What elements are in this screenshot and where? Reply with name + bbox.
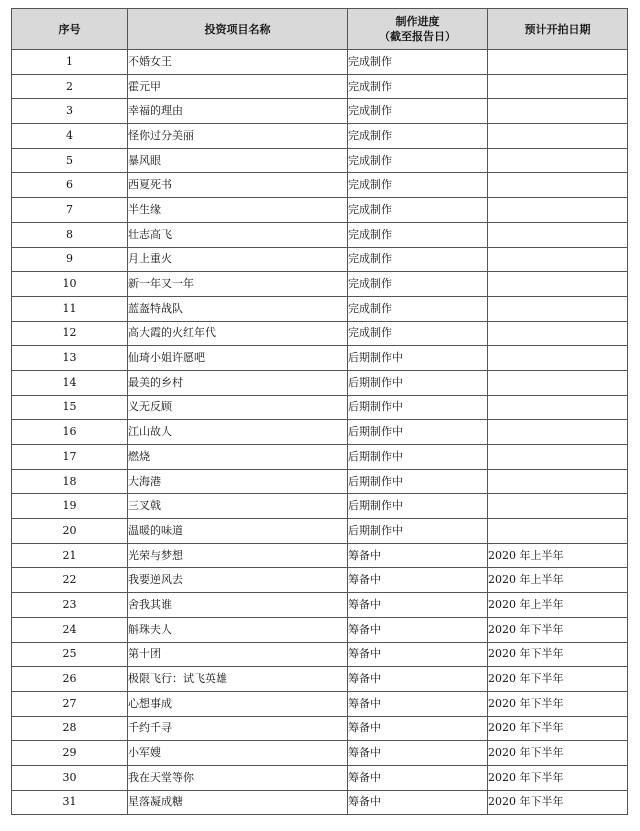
row-progress-status: 完成制作 [348,272,488,297]
table-row [12,691,628,716]
table-row [12,370,628,395]
table-row [12,593,628,618]
row-serial-number: 18 [12,469,128,494]
table-row [12,568,628,593]
table-row [12,247,628,272]
row-progress-status: 完成制作 [348,124,488,149]
row-serial-number: 12 [12,321,128,346]
row-planned-date [488,321,628,346]
row-serial-number: 30 [12,765,128,790]
row-planned-date: 2020 年下半年 [488,716,628,741]
row-serial-number: 16 [12,420,128,445]
row-project-name: 新一年又一年 [128,272,348,297]
row-planned-date [488,247,628,272]
row-planned-date [488,148,628,173]
table-row [12,790,628,815]
row-serial-number: 6 [12,173,128,198]
table-row [12,124,628,149]
row-project-name: 壮志高飞 [128,222,348,247]
header-progress [348,9,488,50]
row-serial-number: 8 [12,222,128,247]
table-body [12,50,628,815]
table-row [12,74,628,99]
row-planned-date [488,173,628,198]
row-project-name: 极限飞行：试飞英雄 [128,667,348,692]
row-project-name: 霍元甲 [128,74,348,99]
row-progress-status: 筹备中 [348,741,488,766]
table-row [12,321,628,346]
row-progress-status: 筹备中 [348,765,488,790]
table-row [12,716,628,741]
row-project-name: 西夏死书 [128,173,348,198]
row-planned-date: 2020 年下半年 [488,617,628,642]
row-project-name: 千约千寻 [128,716,348,741]
header-progress-line2: （截至报告日） [379,30,456,43]
row-project-name: 高大霞的火红年代 [128,321,348,346]
row-progress-status: 筹备中 [348,667,488,692]
row-serial-number: 10 [12,272,128,297]
table-row [12,173,628,198]
row-serial-number: 19 [12,494,128,519]
table-row [12,469,628,494]
row-progress-status: 后期制作中 [348,519,488,544]
table-row [12,765,628,790]
row-progress-status: 完成制作 [348,222,488,247]
row-planned-date: 2020 年下半年 [488,741,628,766]
table-row [12,50,628,75]
row-progress-status: 完成制作 [348,321,488,346]
table-row [12,445,628,470]
row-planned-date [488,99,628,124]
table-row [12,296,628,321]
row-serial-number: 26 [12,667,128,692]
row-serial-number: 15 [12,395,128,420]
row-progress-status: 完成制作 [348,148,488,173]
row-serial-number: 2 [12,74,128,99]
row-project-name: 不婚女王 [128,50,348,75]
row-serial-number: 23 [12,593,128,618]
row-progress-status: 完成制作 [348,173,488,198]
row-project-name: 大海港 [128,469,348,494]
header-progress-line1: 制作进度 [395,15,440,28]
row-serial-number: 11 [12,296,128,321]
row-progress-status: 筹备中 [348,593,488,618]
header-planned-shoot-date: 预计开拍日期 [488,9,628,50]
row-progress-status: 后期制作中 [348,494,488,519]
row-progress-status: 完成制作 [348,74,488,99]
row-project-name: 斛珠夫人 [128,617,348,642]
row-progress-status: 后期制作中 [348,346,488,371]
row-progress-status: 筹备中 [348,543,488,568]
row-project-name: 三叉戟 [128,494,348,519]
row-serial-number: 27 [12,691,128,716]
row-serial-number: 24 [12,617,128,642]
row-planned-date [488,494,628,519]
row-serial-number: 22 [12,568,128,593]
row-progress-status: 后期制作中 [348,420,488,445]
header-project-name: 投资项目名称 [128,9,348,50]
table-row [12,198,628,223]
table-row [12,667,628,692]
row-project-name: 我要逆风去 [128,568,348,593]
row-serial-number: 25 [12,642,128,667]
row-project-name: 暴风眼 [128,148,348,173]
row-planned-date [488,50,628,75]
row-project-name: 小军嫂 [128,741,348,766]
row-serial-number: 31 [12,790,128,815]
row-progress-status: 筹备中 [348,617,488,642]
row-project-name: 江山故人 [128,420,348,445]
table-header-row [12,9,628,50]
row-planned-date [488,445,628,470]
row-project-name: 燃烧 [128,445,348,470]
row-serial-number: 17 [12,445,128,470]
row-planned-date: 2020 年下半年 [488,642,628,667]
row-planned-date [488,124,628,149]
row-progress-status: 后期制作中 [348,445,488,470]
row-progress-status: 后期制作中 [348,395,488,420]
row-project-name: 义无反顾 [128,395,348,420]
row-project-name: 舍我其谁 [128,593,348,618]
row-project-name: 幸福的理由 [128,99,348,124]
row-serial-number: 7 [12,198,128,223]
row-planned-date: 2020 年下半年 [488,667,628,692]
row-project-name: 星落凝成糖 [128,790,348,815]
row-progress-status: 筹备中 [348,790,488,815]
row-project-name: 我在天堂等你 [128,765,348,790]
row-project-name: 最美的乡村 [128,370,348,395]
row-progress-status: 完成制作 [348,99,488,124]
row-progress-status: 后期制作中 [348,370,488,395]
table-row [12,272,628,297]
row-planned-date [488,420,628,445]
project-table [11,8,628,815]
table-row [12,642,628,667]
row-planned-date: 2020 年下半年 [488,790,628,815]
row-project-name: 怪你过分美丽 [128,124,348,149]
row-serial-number: 3 [12,99,128,124]
row-progress-status: 筹备中 [348,691,488,716]
row-serial-number: 29 [12,741,128,766]
row-planned-date: 2020 年下半年 [488,765,628,790]
table-row [12,99,628,124]
row-planned-date [488,198,628,223]
row-project-name: 半生缘 [128,198,348,223]
row-serial-number: 21 [12,543,128,568]
table-row [12,617,628,642]
row-planned-date [488,370,628,395]
row-project-name: 温暖的味道 [128,519,348,544]
row-progress-status: 完成制作 [348,50,488,75]
table-row [12,395,628,420]
table-row [12,741,628,766]
row-progress-status: 筹备中 [348,642,488,667]
row-planned-date: 2020 年上半年 [488,543,628,568]
row-progress-status: 完成制作 [348,247,488,272]
row-serial-number: 20 [12,519,128,544]
header-serial-number: 序号 [12,9,128,50]
row-serial-number: 28 [12,716,128,741]
row-planned-date [488,296,628,321]
row-serial-number: 1 [12,50,128,75]
table-row [12,148,628,173]
row-planned-date: 2020 年上半年 [488,593,628,618]
row-planned-date: 2020 年上半年 [488,568,628,593]
row-planned-date [488,395,628,420]
row-project-name: 蓝盔特战队 [128,296,348,321]
row-planned-date [488,469,628,494]
row-project-name: 心想事成 [128,691,348,716]
row-progress-status: 完成制作 [348,198,488,223]
row-project-name: 仙琦小姐许愿吧 [128,346,348,371]
row-project-name: 月上重火 [128,247,348,272]
row-planned-date [488,272,628,297]
table-row [12,519,628,544]
row-progress-status: 筹备中 [348,716,488,741]
table-row [12,222,628,247]
row-project-name: 光荣与梦想 [128,543,348,568]
row-progress-status: 后期制作中 [348,469,488,494]
row-planned-date [488,346,628,371]
row-serial-number: 9 [12,247,128,272]
table-row [12,420,628,445]
table-row [12,494,628,519]
row-planned-date: 2020 年下半年 [488,691,628,716]
table-row [12,346,628,371]
row-planned-date [488,74,628,99]
row-planned-date [488,222,628,247]
row-project-name: 第十团 [128,642,348,667]
table-row [12,543,628,568]
row-serial-number: 14 [12,370,128,395]
row-progress-status: 完成制作 [348,296,488,321]
row-planned-date [488,519,628,544]
row-progress-status: 筹备中 [348,568,488,593]
row-serial-number: 4 [12,124,128,149]
row-serial-number: 5 [12,148,128,173]
row-serial-number: 13 [12,346,128,371]
